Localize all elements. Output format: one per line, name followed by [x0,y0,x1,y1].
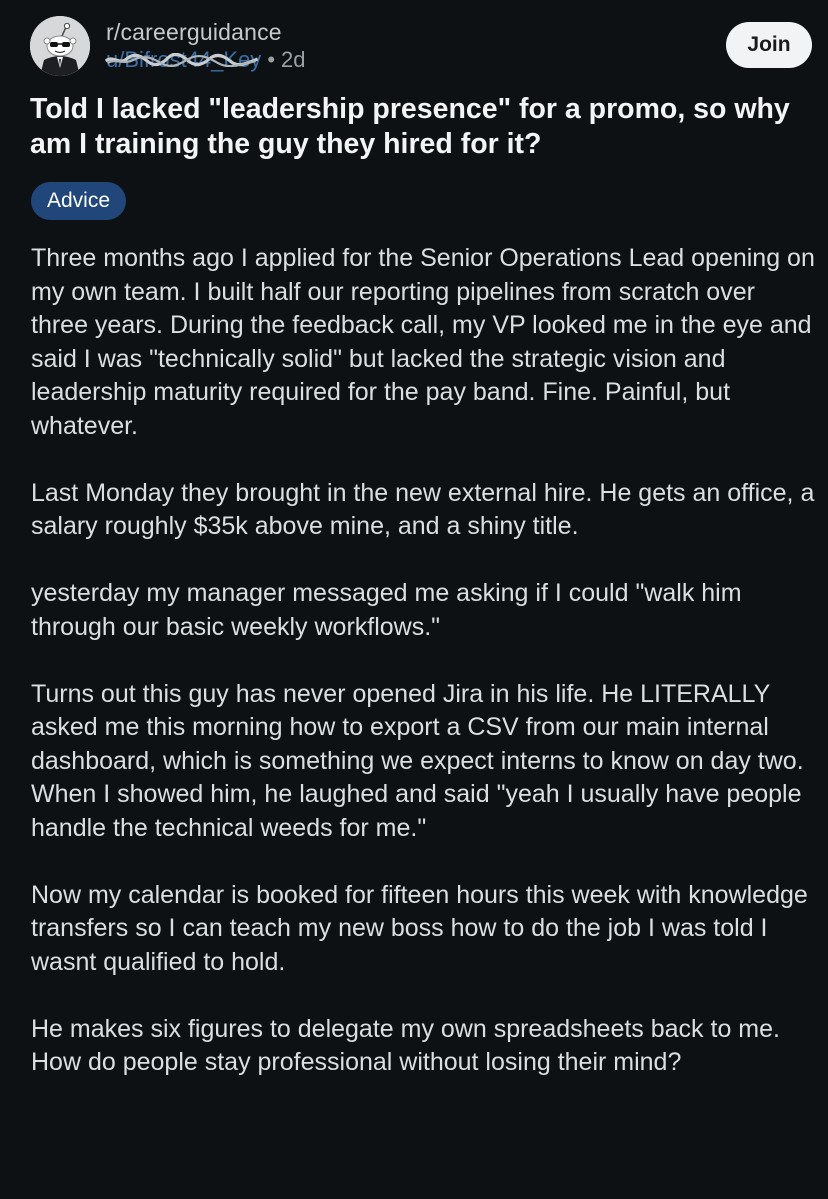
post-age: 2d [281,47,306,72]
post-header [0,0,828,88]
snoo-avatar-icon[interactable] [30,16,90,76]
body-paragraph: Three months ago I applied for the Senior Operations Lead opening on my own team. I built half our reporting pipelines from scratch over three years. During the feedback call, my VP looked me in the eye and said I was "technically solid" but lacked the strategic vision and leadership maturity required for the pay band. Fine. Painful, but whatever. [31,244,815,440]
username-link[interactable] [106,47,261,73]
post-meta [106,46,306,74]
post-body [31,242,816,1113]
username-text[interactable]: u/Bifrost44_Key [106,47,262,72]
post-flair[interactable]: Advice [31,182,126,220]
body-paragraph: Last Monday they brought in the new external hire. He gets an office, a salary roughly $35k above mine, and a shiny title. [31,478,815,540]
redaction-scribble [104,53,259,67]
subreddit-name[interactable]: r/careerguidance [106,19,282,45]
post-title[interactable]: Told I lacked "leadership presence" for a promo, so why am I training the guy they hired for it? [30,93,790,160]
body-paragraph: Now my calendar is booked for fifteen hours this week with knowledge transfers so I can teach my new boss how to do the job I was told I wasnt qualified to hold. [31,880,808,976]
join-button[interactable]: Join [726,22,812,68]
body-paragraph: He makes six figures to delegate my own spreadsheets back to me. How do people stay professional without losing their mind? [31,1014,780,1076]
body-paragraph: Turns out this guy has never opened Jira in his life. He LITERALLY asked me this morning how to export a CSV from our main internal dashboard, which is something we expect interns to know on day two. When I showed him, he laughed and said "yeah I usually have people handle the technical weeds for me." [31,679,804,842]
meta-separator: • [267,47,276,72]
body-paragraph: yesterday my manager messaged me asking if I could "walk him through our basic weekly workflows." [31,579,742,641]
